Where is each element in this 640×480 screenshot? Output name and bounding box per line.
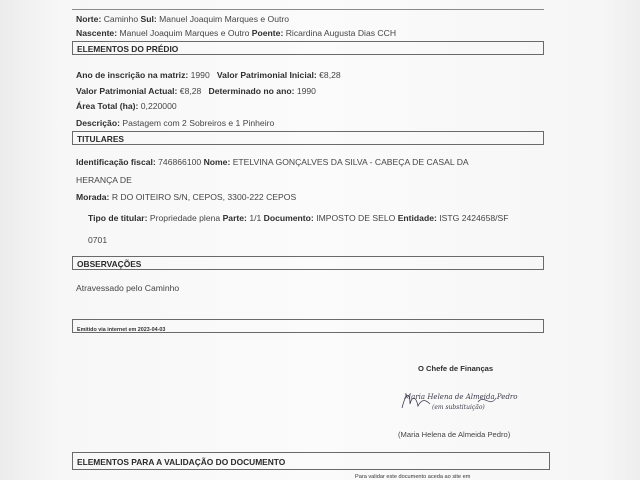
area-row [76,101,177,111]
ano-value: 1990 [190,70,210,80]
vpi-label: Valor Patrimonial Inicial: [216,70,317,80]
nome-value: ETELVINA GONÇALVES DA SILVA - CABEÇA DE CASAL DA [232,157,469,167]
vpi-value: €8,28 [319,70,341,80]
sul-label: Sul: [140,14,157,24]
det-value: 1990 [296,86,316,96]
vpa-row [76,86,316,96]
norte-value: Caminho [103,14,139,24]
area-value: 0,220000 [140,101,177,111]
signatory-name: (Maria Helena de Almeida Pedro) [398,430,511,439]
nascente-value: Manuel Joaquim Marques e Outro [119,28,250,38]
descricao-value: Pastagem com 2 Sobreiros e 1 Pinheiro [122,118,275,128]
nascente-poente-row [76,28,396,38]
norte-sul-row [76,14,289,24]
nascente-label: Nascente: [76,28,118,38]
entidade-continuation: 0701 [88,235,108,245]
tipo-label: Tipo de titular: [88,213,148,223]
poente-value: Ricardina Augusta Dias CCH [285,28,397,38]
emitido-box [72,319,544,333]
descricao-row [76,118,274,128]
signature-handwriting-1: Maria Helena de Almeida Pedro [404,393,518,401]
tipo-value: Propriedade plena [149,213,221,223]
idf-value: 746866100 [158,157,202,167]
identificacao-row [76,157,469,167]
documento-label: Documento: [263,213,314,223]
top-divider [72,9,544,10]
morada-label: Morada: [76,192,110,202]
area-label: Área Total (ha): [76,101,139,111]
nome-label: Nome: [203,157,231,167]
entidade-value: ISTG 2424658/SF [439,213,509,223]
section-elementos-predio: ELEMENTOS DO PRÉDIO [72,41,544,55]
vpa-label: Valor Patrimonial Actual: [76,86,178,96]
vpa-value: €8,28 [179,86,202,96]
poente-label: Poente: [251,28,284,38]
parte-value: 1/1 [249,213,262,223]
section-observacoes: OBSERVAÇÕES [72,256,544,270]
sul-value: Manuel Joaquim Marques e Outro [159,14,290,24]
entidade-label: Entidade: [397,213,437,223]
ano-row [76,70,341,80]
parte-label: Parte: [222,213,247,223]
observacoes-text: Atravessado pelo Caminho [76,283,180,293]
section-titulares: TITULARES [72,131,544,145]
validacao-note: Para validar este documento aceda ao site em [355,474,471,480]
documento-value: IMPOSTO DE SELO [316,213,396,223]
tipo-row [88,213,509,223]
descricao-label: Descrição: [76,118,120,128]
det-label: Determinado no ano: [208,86,295,96]
ano-label: Ano de inscrição na matriz: [76,70,189,80]
idf-label: Identificação fiscal: [76,157,156,167]
emitido-text: Emitido via internet em 2023-04-03 [77,327,166,333]
signature-handwriting-2: (em substituição) [432,404,485,411]
chefe-financas: O Chefe de Finanças [418,364,494,373]
nome-continuation: HERANÇA DE [76,175,132,185]
section-validacao: ELEMENTOS PARA A VALIDAÇÃO DO DOCUMENTO [72,452,550,470]
morada-row [76,192,296,202]
morada-value: R DO OITEIRO S/N, CEPOS, 3300-222 CEPOS [111,192,297,202]
norte-label: Norte: [76,14,102,24]
